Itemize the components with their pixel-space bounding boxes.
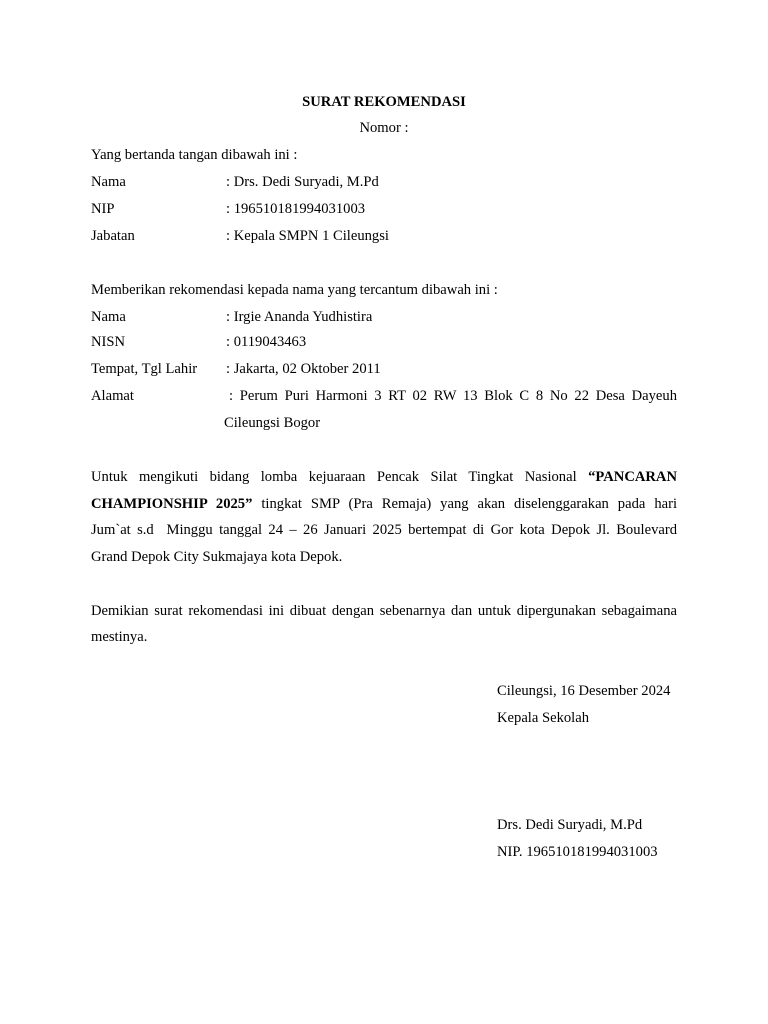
student-address-label: Alamat xyxy=(91,388,134,404)
student-birth-value: : Jakarta, 02 Oktober 2011 xyxy=(226,361,381,377)
purpose-line-1 xyxy=(91,468,677,486)
signer-nip-value: : 196510181994031003 xyxy=(226,201,366,217)
student-nisn-value: : 0119043463 xyxy=(226,334,307,350)
intro-text: Yang bertanda tangan dibawah ini : xyxy=(91,147,298,163)
signature-nip: NIP. 196510181994031003 xyxy=(497,844,658,860)
student-name-value: : Irgie Ananda Yudhistira xyxy=(226,309,373,325)
document-number: Nomor : xyxy=(359,120,409,136)
document-title: SURAT REKOMENDASI xyxy=(302,94,466,110)
purpose-line-2-text: tingkat SMP (Pra Remaja) yang akan diselenggarakan pada hari xyxy=(261,496,678,512)
signer-nip-label: NIP xyxy=(91,201,115,217)
signature-place-date: Cileungsi, 16 Desember 2024 xyxy=(497,683,671,699)
signer-position-value: : Kepala SMPN 1 Cileungsi xyxy=(226,228,389,244)
signature-position: Kepala Sekolah xyxy=(497,710,589,726)
purpose-line-3: Jum`at s.d Minggu tanggal 24 – 26 Januari 2025 bertempat di Gor kota Depok Jl. Boulevard xyxy=(91,522,677,538)
signature-name: Drs. Dedi Suryadi, M.Pd xyxy=(497,817,643,833)
event-name-end: CHAMPIONSHIP 2025” xyxy=(91,496,253,512)
closing-line-2: mestinya. xyxy=(91,629,148,645)
recommend-intro: Memberikan rekomendasi kepada nama yang tercantum dibawah ini : xyxy=(91,282,498,298)
student-birth-label: Tempat, Tgl Lahir xyxy=(91,361,198,377)
closing-line-1: Demikian surat rekomendasi ini dibuat dengan sebenarnya dan untuk dipergunakan sebagaimana xyxy=(91,603,677,619)
student-name-label: Nama xyxy=(91,309,126,325)
student-address-line2: Cileungsi Bogor xyxy=(224,415,321,431)
signer-position-label: Jabatan xyxy=(91,228,135,244)
student-address-line1: : Perum Puri Harmoni 3 RT 02 RW 13 Blok C 8 No 22 Desa Dayeuh xyxy=(229,388,677,404)
event-name-start: “PANCARAN xyxy=(588,469,678,485)
purpose-line-4: Grand Depok City Sukmajaya kota Depok. xyxy=(91,549,343,565)
purpose-line-1-text: Untuk mengikuti bidang lomba kejuaraan Pencak Silat Tingkat Nasional xyxy=(91,469,577,485)
signer-name-label: Nama xyxy=(91,174,126,190)
purpose-line-2 xyxy=(91,495,677,513)
signer-name-value: : Drs. Dedi Suryadi, M.Pd xyxy=(226,174,379,190)
student-nisn-label: NISN xyxy=(91,334,126,350)
